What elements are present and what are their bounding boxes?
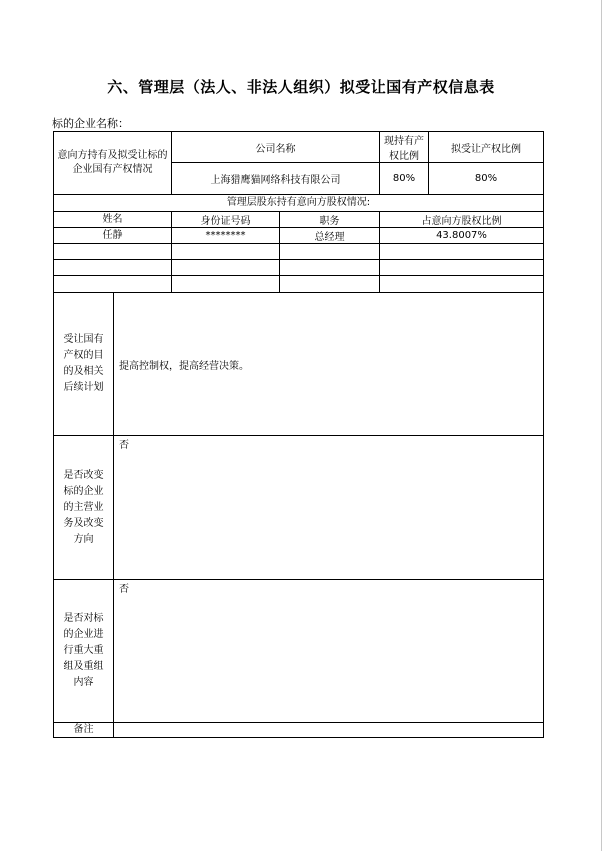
table-row [54, 276, 544, 293]
table-row [54, 228, 544, 244]
business-change-label: 是否改变标的企业的主营业务及改变方向 [54, 436, 114, 580]
header-proposed-ratio: 拟受让产权比例 [429, 132, 544, 163]
shareholder-name [54, 244, 172, 260]
holding-current-ratio: 80% [380, 163, 429, 195]
shareholder-name [54, 276, 172, 293]
shareholder-position [280, 276, 380, 293]
shareholder-id [172, 244, 280, 260]
shareholder-ratio [380, 276, 544, 293]
header-id-number: 身份证号码 [172, 212, 280, 228]
remarks-label: 备注 [54, 723, 114, 738]
page-title: 六、管理层（法人、非法人组织）拟受让国有产权信息表 [107, 78, 495, 96]
header-current-ratio: 现持有产权比例 [380, 132, 429, 163]
header-share-ratio: 占意向方股权比例 [380, 212, 544, 228]
shareholder-position [280, 260, 380, 276]
purpose-value: 提高控制权，提高经营决策。 [114, 293, 544, 436]
restructure-label: 是否对标的企业进行重大重组及重组内容 [54, 580, 114, 723]
shareholder-ratio [380, 260, 544, 276]
header-position: 职务 [280, 212, 380, 228]
shareholder-name [54, 260, 172, 276]
shareholder-ratio: 43.8007% [380, 228, 544, 244]
shareholder-position: 总经理 [280, 228, 380, 244]
header-name: 姓名 [54, 212, 172, 228]
shareholder-name: 任静 [54, 228, 172, 244]
shareholder-ratio [380, 244, 544, 260]
restructure-value: 否 [114, 580, 544, 723]
holding-company-name: 上海猎鹰猫网络科技有限公司 [172, 163, 380, 195]
shareholder-id: ******** [172, 228, 280, 244]
shareholder-id [172, 260, 280, 276]
shareholder-position [280, 244, 380, 260]
header-company-name: 公司名称 [172, 132, 380, 163]
info-table [53, 131, 544, 738]
remarks-value [114, 723, 544, 738]
holding-label: 意向方持有及拟受让标的企业国有产权情况 [54, 132, 172, 195]
table-row [54, 260, 544, 276]
shareholders-section-title: 管理层股东持有意向方股权情况: [54, 195, 544, 212]
business-change-value: 否 [114, 436, 544, 580]
target-company-label: 标的企业名称： [52, 117, 129, 130]
table-row [54, 244, 544, 260]
shareholder-id [172, 276, 280, 293]
holding-proposed-ratio: 80% [429, 163, 544, 195]
purpose-label: 受让国有产权的目的及相关后续计划 [54, 293, 114, 436]
